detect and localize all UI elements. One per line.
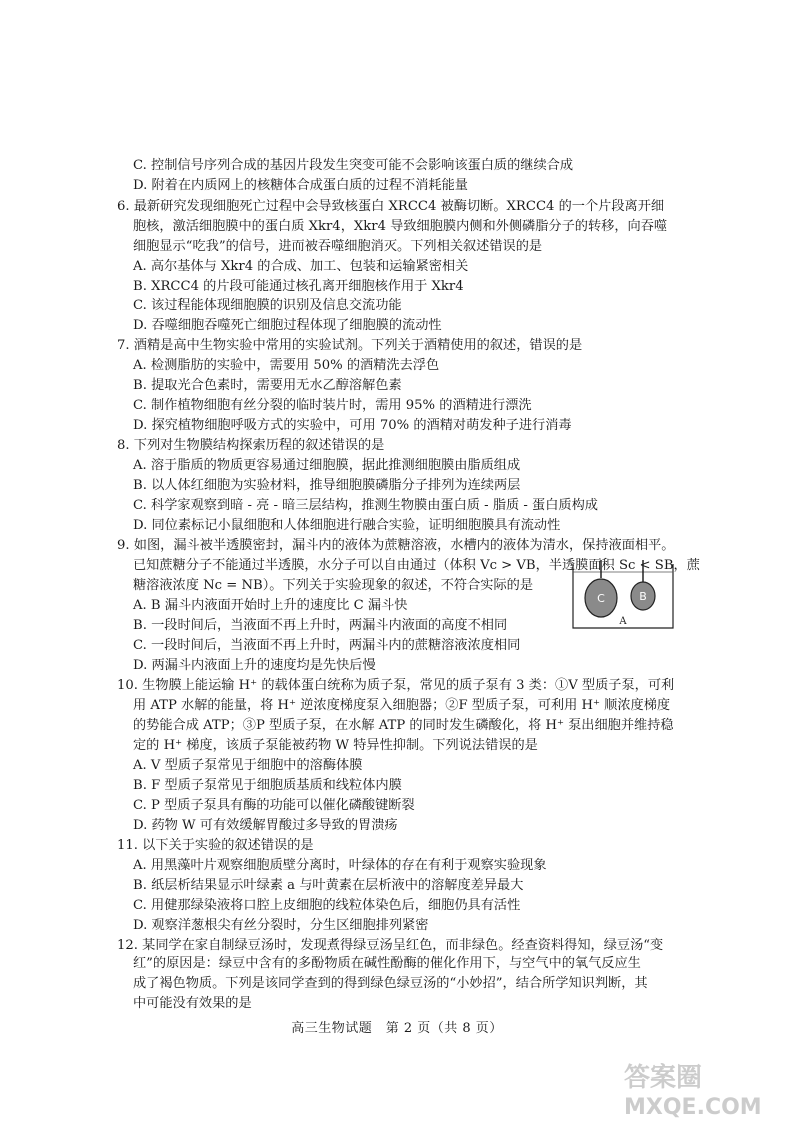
question-6-option-c: C. 该过程能体现细胞膜的识别及信息交流功能 — [133, 298, 402, 313]
question-12-stem-cont: 中可能没有效果的是 — [133, 996, 252, 1011]
question-6-option-b: B. XRCC4 的片段可能通过核孔离开细胞核作用于 Xkr4 — [133, 279, 464, 294]
question-8-stem: 8. 下列对生物膜结构探索历程的叙述错误的是 — [117, 438, 385, 453]
question-6-option-d: D. 吞噬细胞吞噬死亡细胞过程体现了细胞膜的流动性 — [133, 318, 442, 333]
question-10-stem: 10. 生物膜上能运输 H⁺ 的载体蛋白统称为质子泵，常见的质子泵有 3 类：①V 型质子泵，可利 — [117, 678, 675, 693]
question-11-option-d: D. 观察洋葱根尖有丝分裂时，分生区细胞排列紧密 — [133, 918, 429, 933]
question-7-option-a: A. 检测脂肪的实验中，需要用 50% 的酒精洗去浮色 — [133, 358, 440, 373]
question-9-stem-cont: 糖溶液浓度 Nc = NB）。下列关于实验现象的叙述，不符合实际的是 — [133, 578, 534, 593]
question-9-stem-cont: 已知蔗糖分子不能通过半透膜，水分子可以自由通过（体积 Vc > VB，半透膜面积 Sc < SB，蔗 — [133, 558, 700, 573]
question-8-option-b: B. 以人体红细胞为实验材料，推导细胞膜磷脂分子排列为连续两层 — [133, 478, 521, 493]
tank-label: A — [619, 616, 627, 627]
question-6-option-a: A. 高尔基体与 Xkr4 的合成、加工、包装和运输紧密相关 — [133, 259, 469, 274]
question-8-option-c: C. 科学家观察到暗 - 亮 - 暗三层结构，推测生物膜由蛋白质 - 脂质 - 蛋白质构成 — [133, 498, 598, 513]
question-10-option-a: A. V 型质子泵常见于细胞中的溶酶体膜 — [133, 758, 363, 773]
question-11-option-b: B. 纸层析结果显示叶绿素 a 与叶黄素在层析液中的溶解度差异最大 — [133, 878, 524, 893]
watermark-top-text: 答案圈 — [624, 1063, 703, 1093]
question-12-stem-cont: 成了褐色物质。下列是该同学查到的得到绿色绿豆汤的“小妙招”，结合所学知识判断，其 — [133, 976, 648, 991]
question-8-option-a: A. 溶于脂质的物质更容易通过细胞膜，据此推测细胞膜由脂质组成 — [133, 458, 521, 473]
option-c-line: C. 控制信号序列合成的基因片段发生突变可能不会影响该蛋白质的继续合成 — [133, 158, 574, 173]
question-9-option-a: A. B 漏斗内液面开始时上升的速度比 C 漏斗快 — [133, 598, 408, 613]
question-11-option-c: C. 用健那绿染液将口腔上皮细胞的线粒体染色后，细胞仍具有活性 — [133, 898, 521, 913]
question-6-stem-cont: 细胞显示“吃我”的信号，进而被吞噬细胞消灭。下列相关叙述错误的是 — [133, 239, 543, 254]
question-10-option-c: C. P 型质子泵具有酶的功能可以催化磷酸键断裂 — [133, 798, 415, 813]
question-7-stem: 7. 酒精是高中生物实验中常用的实验试剂。下列关于酒精使用的叙述，错误的是 — [117, 338, 583, 353]
page-footer: 高三生物试题 第 2 页（共 8 页） — [291, 1021, 503, 1036]
question-7-option-d: D. 探究植物细胞呼吸方式的实验中，可用 70% 的酒精对萌发种子进行消毒 — [133, 418, 572, 433]
question-9-option-d: D. 两漏斗内液面上升的速度均是先快后慢 — [133, 658, 376, 673]
question-10-option-d: D. 药物 W 可有效缓解胃酸过多导致的胃溃疡 — [133, 818, 398, 833]
option-d-line: D. 附着在内质网上的核糖体合成蛋白质的过程不消耗能量 — [133, 178, 468, 193]
question-10-stem-cont: 用 ATP 水解的能量，将 H⁺ 逆浓度梯度泵入细胞器；②F 型质子泵，可利用 H⁺ 顺浓度梯度 — [133, 698, 671, 713]
question-10-option-b: B. F 型质子泵常见于细胞质基质和线粒体内膜 — [133, 778, 402, 793]
question-9-option-c: C. 一段时间后，当液面不再上升时，两漏斗内的蔗糖溶液浓度相同 — [133, 638, 521, 653]
osmosis-funnel-diagram — [571, 560, 675, 630]
funnel-b-label: B — [639, 590, 647, 603]
question-12-stem: 12. 某同学在家自制绿豆汤时，发现煮得绿豆汤呈红色，而非绿色。经查资料得知，绿豆汤“变 — [117, 938, 664, 953]
question-10-stem-cont: 的势能合成 ATP；③P 型质子泵，在水解 ATP 的同时发生磷酸化，将 H⁺ 泵出细胞并维持稳 — [133, 718, 674, 733]
watermark-bottom-text: MXQE.COM — [624, 1095, 762, 1118]
question-7-option-c: C. 制作植物细胞有丝分裂的临时装片时，需用 95% 的酒精进行漂洗 — [133, 398, 532, 413]
question-12-stem-cont: 红”的原因是：绿豆中含有的多酚物质在碱性酚酶的催化作用下，与空气中的氧气反应生 — [133, 956, 641, 971]
question-6-stem-cont: 胞核，激活细胞膜中的蛋白质 Xkr4，Xkr4 导致细胞膜内侧和外侧磷脂分子的转移，向吞噬 — [133, 219, 668, 234]
question-6-stem: 6. 最新研究发现细胞死亡过程中会导致核蛋白 XRCC4 被酶切断。XRCC4 的一个片段离开细 — [117, 199, 665, 214]
question-10-stem-cont: 定的 H⁺ 梯度，该质子泵能被药物 W 特异性抑制。下列说法错误的是 — [133, 738, 538, 753]
question-11-option-a: A. 用黑藻叶片观察细胞质壁分离时，叶绿体的存在有利于观察实验现象 — [133, 858, 547, 873]
question-8-option-d: D. 同位素标记小鼠细胞和人体细胞进行融合实验，证明细胞膜具有流动性 — [133, 518, 561, 533]
question-9-option-b: B. 一段时间后，当液面不再上升时，两漏斗内液面的高度不相同 — [133, 618, 508, 633]
question-9-stem: 9. 如图，漏斗被半透膜密封，漏斗内的液体为蔗糖溶液，水槽内的液体为清水，保持液面相平。 — [117, 538, 675, 553]
watermark-logo — [614, 1062, 784, 1118]
question-11-stem: 11. 以下关于实验的叙述错误的是 — [117, 838, 314, 853]
funnel-c-label: C — [597, 592, 605, 605]
question-7-option-b: B. 提取光合色素时，需要用无水乙醇溶解色素 — [133, 378, 402, 393]
